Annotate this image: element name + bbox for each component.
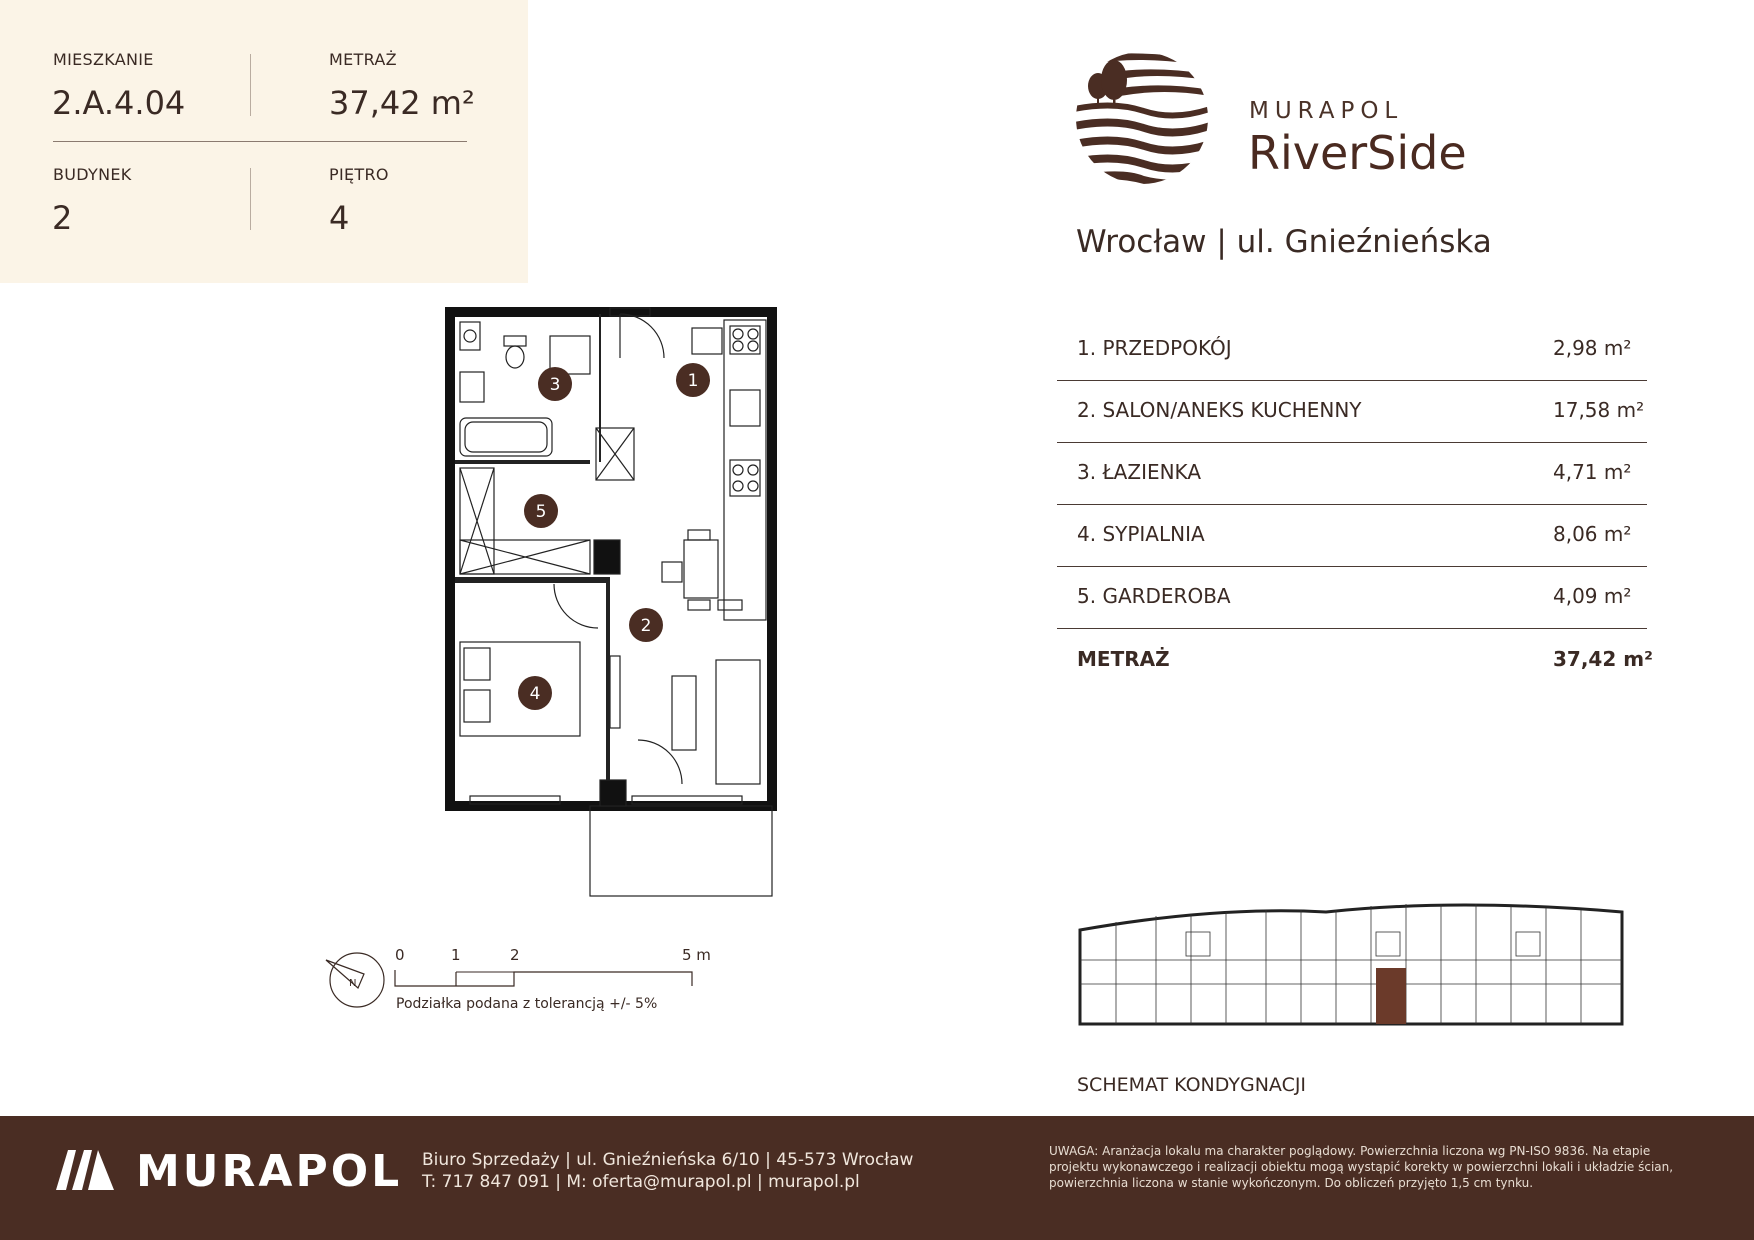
list-item bbox=[1057, 566, 1647, 629]
building-schema bbox=[1076, 892, 1626, 1032]
floor-value: 4 bbox=[329, 199, 350, 237]
plan-badge-3: 3 bbox=[549, 375, 561, 395]
plan-badge-1: 1 bbox=[687, 371, 699, 391]
floor-plan bbox=[440, 300, 790, 910]
building-value: 2 bbox=[52, 199, 73, 237]
divider bbox=[250, 168, 251, 230]
highlighted-unit bbox=[1376, 968, 1406, 1024]
room-area: 8,06 m² bbox=[1553, 522, 1632, 546]
brand-top: MURAPOL bbox=[1249, 98, 1404, 124]
footer-contact-line: T: 717 847 091 | M: oferta@murapol.pl | murapol.pl bbox=[422, 1172, 860, 1192]
apartment-label: MIESZKANIE bbox=[53, 50, 154, 69]
list-item bbox=[1057, 442, 1647, 505]
plan-badge-5: 5 bbox=[535, 502, 547, 522]
scale-note: Podziałka podana z tolerancją +/- 5% bbox=[396, 996, 658, 1012]
murapol-logo-icon bbox=[54, 1146, 116, 1192]
total-label: METRAŻ bbox=[1077, 647, 1170, 671]
room-name: 2. SALON/ANEKS KUCHENNY bbox=[1077, 398, 1362, 422]
footer-address-line: Biuro Sprzedaży | ul. Gnieźnieńska 6/10 | 45-573 Wrocław bbox=[422, 1150, 914, 1170]
room-area: 4,09 m² bbox=[1553, 584, 1632, 608]
schema-title: SCHEMAT KONDYGNACJI bbox=[1077, 1074, 1307, 1096]
room-name: 4. SYPIALNIA bbox=[1077, 522, 1205, 546]
footer-address bbox=[422, 1149, 913, 1193]
area-label: METRAŻ bbox=[329, 50, 397, 69]
floor-label: PIĘTRO bbox=[329, 165, 389, 184]
room-name: 1. PRZEDPOKÓJ bbox=[1077, 336, 1232, 360]
list-item bbox=[1057, 504, 1647, 567]
scale-tick: 5 m bbox=[682, 946, 711, 964]
total-value: 37,42 m² bbox=[1553, 647, 1653, 671]
building-label: BUDYNEK bbox=[53, 165, 132, 184]
compass-icon bbox=[322, 948, 392, 1012]
scale-bar bbox=[394, 968, 694, 988]
area-value: 37,42 m² bbox=[329, 84, 475, 122]
room-name: 3. ŁAZIENKA bbox=[1077, 460, 1202, 484]
divider bbox=[53, 141, 467, 142]
apartment-value: 2.A.4.04 bbox=[52, 84, 186, 122]
plan-badge-4: 4 bbox=[529, 684, 541, 704]
location-title: Wrocław | ul. Gnieźnieńska bbox=[1076, 224, 1492, 260]
unit-info-box bbox=[0, 0, 528, 283]
plan-badge-2: 2 bbox=[640, 616, 652, 636]
footer bbox=[0, 1116, 1754, 1240]
svg-text:N: N bbox=[349, 978, 357, 989]
room-area: 2,98 m² bbox=[1553, 336, 1632, 360]
room-area: 4,71 m² bbox=[1553, 460, 1632, 484]
riverside-logo-icon bbox=[1074, 50, 1210, 186]
divider bbox=[250, 54, 251, 116]
list-item bbox=[1057, 318, 1647, 381]
footer-brand: MURAPOL bbox=[136, 1146, 403, 1197]
list-item bbox=[1057, 380, 1647, 443]
brand-name: RiverSide bbox=[1248, 126, 1467, 180]
scale-tick: 1 bbox=[451, 946, 461, 964]
scale-tick: 2 bbox=[510, 946, 520, 964]
footer-disclaimer: UWAGA: Aranżacja lokalu ma charakter poglądowy. Powierzchnia liczona wg PN-ISO 9836. Na etapie projektu wykonawczego i realizacji obiektu mogą wystąpić korekty w powierzchni lokali i układzie ścian, powierzchnia liczona w stanie wykończonym. Do obliczeń przyjęto 1,5 cm tynku. bbox=[1049, 1144, 1674, 1190]
room-area: 17,58 m² bbox=[1553, 398, 1645, 422]
room-name: 5. GARDEROBA bbox=[1077, 584, 1231, 608]
scale-tick: 0 bbox=[395, 946, 405, 964]
